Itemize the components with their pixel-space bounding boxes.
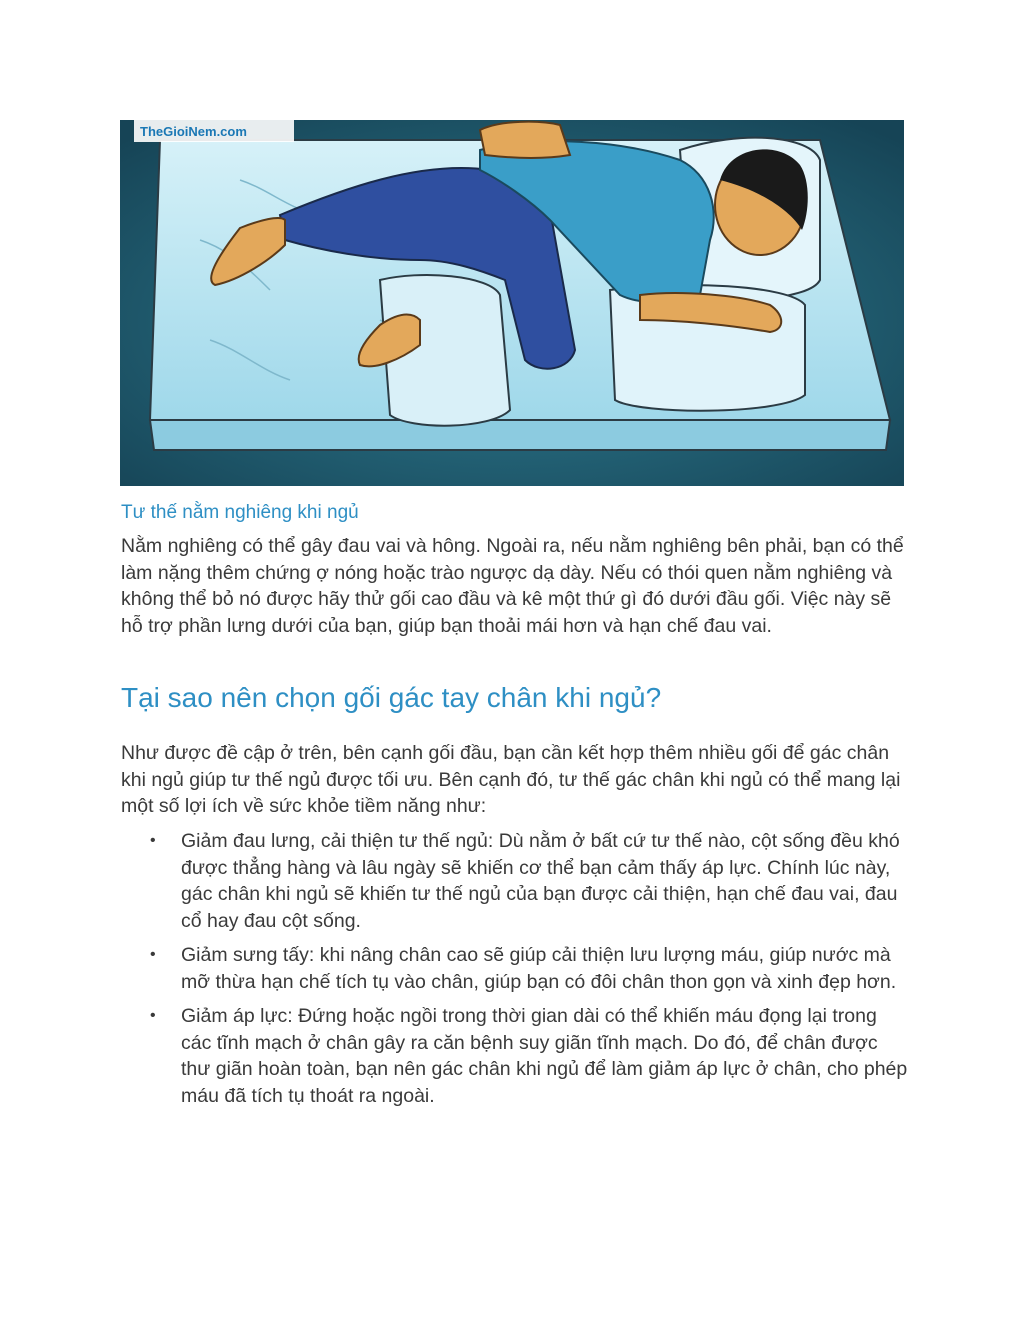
list-item <box>121 828 911 934</box>
list-item-text: Giảm đau lưng, cải thiện tư thế ngủ: Dù nằm ở bất cứ tư thế nào, cột sống đều khó được thẳng hàng và lâu ngày sẽ khiến cơ thể bạn cảm thấy áp lực. Chính lúc này, gác chân khi ngủ sẽ khiến tư thế ngủ của bạn được cải thiện, hạn chế đau vai, đau cổ hay đau cột sống. <box>181 830 900 932</box>
logo <box>134 120 294 142</box>
list-item-text: Giảm sưng tấy: khi nâng chân cao sẽ giúp cải thiện lưu lượng máu, giúp nước mà mỡ thừa hạn chế tích tụ vào chân, giúp bạn có đôi chân thon gọn và xinh đẹp hơn. <box>181 944 897 993</box>
bullet-icon: • <box>150 1007 156 1024</box>
figure-caption: Tư thế nằm nghiêng khi ngủ <box>121 502 359 523</box>
paragraph-intro: Như được đề cập ở trên, bên cạnh gối đầu, bạn cần kết hợp thêm nhiều gối để gác chân khi ngủ giúp tư thế ngủ được tối ưu. Bên cạnh đó, tư thế gác chân khi ngủ có thể mang lại một số lợi ích về sức khỏe tiềm năng như: <box>121 742 901 817</box>
list-item <box>121 1003 911 1109</box>
bullet-icon: • <box>150 832 156 849</box>
mattress-side <box>150 420 890 450</box>
list-item-text: Giảm áp lực: Đứng hoặc ngồi trong thời gian dài có thể khiến máu đọng lại trong các tĩnh mạch ở chân gây ra căn bệnh suy giãn tĩnh mạch. Do đó, để chân được thư giãn hoàn toàn, bạn nên gác chân khi ngủ để làm giảm áp lực ở chân, cho phép máu đã tích tụ thoát ra ngoài. <box>181 1005 908 1107</box>
bullet-icon: • <box>150 946 156 963</box>
list-item <box>121 942 911 995</box>
paragraph-side-sleeping: Nằm nghiêng có thể gây đau vai và hông. Ngoài ra, nếu nằm nghiêng bên phải, bạn có thể làm nặng thêm chứng ợ nóng hoặc trào ngược dạ dày. Nếu có thói quen nằm nghiêng và không thể bỏ nó được hãy thử gối cao đầu và kê một thứ gì đó dưới đầu gối. Việc này sẽ hỗ trợ phần lưng dưới của bạn, giúp bạn thoải mái hơn và hạn chế đau vai. <box>121 535 904 637</box>
side-sleeping-illustration <box>120 120 904 486</box>
upper-arm <box>480 122 570 158</box>
logo-text: TheGioiNem.com <box>140 124 247 139</box>
section-heading: Tại sao nên chọn gối gác tay chân khi ngủ? <box>121 682 662 713</box>
benefits-list <box>121 828 911 1117</box>
